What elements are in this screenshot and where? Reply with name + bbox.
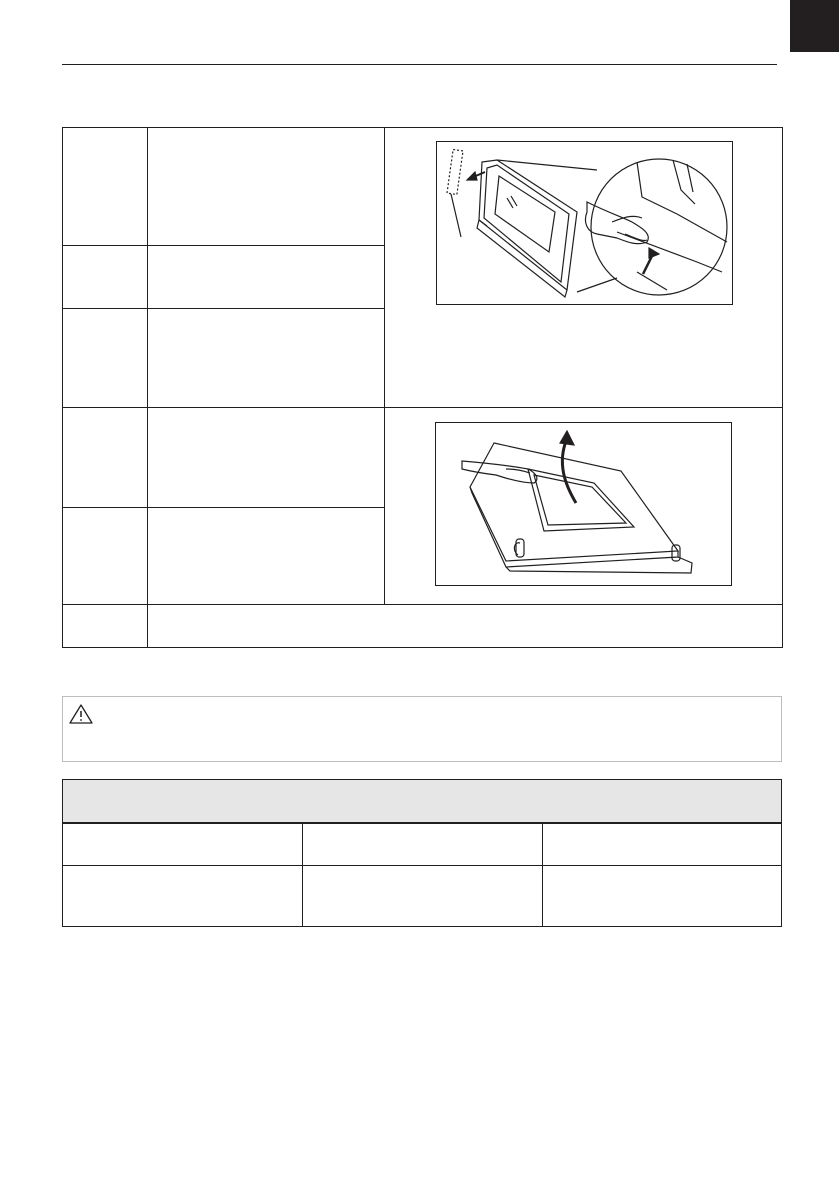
data-table-header-rule (63, 822, 781, 824)
door-panel-lift-drawing (436, 423, 731, 585)
data-table-header-band (63, 780, 781, 822)
data-table (62, 779, 782, 927)
door-glass-removal-illustration (436, 141, 733, 305)
data-table-column-divider (302, 823, 303, 927)
page-corner-tab (790, 0, 839, 52)
header-rule (62, 64, 777, 65)
steps-table-row-divider (62, 308, 384, 309)
data-table-column-divider (542, 823, 543, 927)
steps-table-figure-column-divider (384, 127, 385, 605)
steps-table-step-column-divider (147, 127, 148, 648)
door-panel-lift-illustration (435, 422, 732, 586)
data-table-row-divider (63, 865, 781, 866)
steps-table-row-divider (62, 507, 384, 508)
door-glass-removal-drawing (437, 142, 732, 304)
warning-triangle-icon (68, 703, 94, 725)
warning-box (62, 696, 782, 762)
steps-table-row-divider (62, 604, 783, 605)
steps-table-row-divider (62, 407, 783, 408)
steps-table-row-divider (62, 245, 384, 246)
